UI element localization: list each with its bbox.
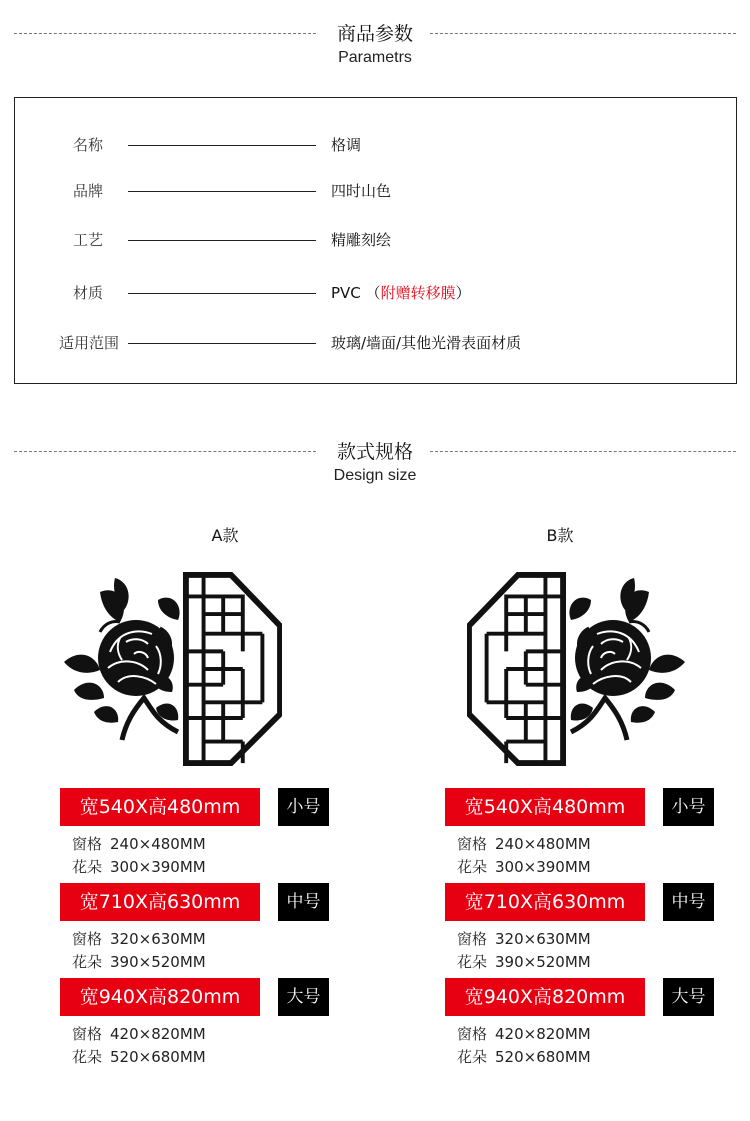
spec-line-flower (457, 951, 591, 973)
param-label: 工艺 (72, 231, 103, 249)
variant-label: A款 (211, 526, 239, 545)
param-rule (128, 145, 316, 146)
param-value: 玻璃/墙面/其他光滑表面材质 (331, 334, 522, 352)
spec-dim: 320×630MM (110, 930, 206, 948)
size-bar: 宽940X高820mm (60, 978, 260, 1016)
spec-line-lattice (457, 928, 591, 950)
spec-line-flower (72, 951, 206, 973)
spec-line-lattice (457, 833, 591, 855)
spec-name: 窗格 (72, 930, 103, 948)
size-option-medium (60, 883, 390, 978)
divider-right (430, 451, 736, 452)
divider-right (430, 33, 736, 34)
param-value: 格调 (331, 136, 362, 154)
param-rule (128, 293, 316, 294)
spec-dim: 320×630MM (495, 930, 591, 948)
params-subtitle: Parametrs (338, 49, 412, 66)
design-subtitle: Design size (333, 467, 417, 484)
size-tag: 小号 (278, 788, 329, 826)
params-title: 商品参数 (336, 23, 413, 45)
size-option-small (60, 788, 390, 883)
spec-name: 窗格 (457, 835, 488, 853)
peony-flower-icon (567, 572, 689, 744)
spec-dim: 300×390MM (110, 858, 206, 876)
params-table (14, 97, 737, 384)
param-value (331, 281, 471, 305)
spec-line-flower (457, 1046, 591, 1068)
spec-line-flower (457, 856, 591, 878)
spec-name: 花朵 (72, 953, 103, 971)
spec-dim: 240×480MM (495, 835, 591, 853)
param-label: 名称 (72, 136, 103, 154)
param-row-scope (15, 331, 736, 355)
param-row-name (15, 133, 736, 157)
params-section-header (0, 22, 750, 82)
spec-name: 窗格 (72, 835, 103, 853)
spec-name: 花朵 (457, 858, 488, 876)
design-section-header (0, 440, 750, 500)
spec-dim: 390×520MM (110, 953, 206, 971)
design-title: 款式规格 (336, 441, 413, 463)
param-row-material (15, 281, 736, 305)
spec-name: 窗格 (72, 1025, 103, 1043)
spec-name: 窗格 (457, 1025, 488, 1043)
spec-line-lattice (457, 1023, 591, 1045)
param-rule (128, 191, 316, 192)
size-option-small (445, 788, 750, 883)
param-label: 适用范围 (58, 334, 119, 352)
paren-open: （ (360, 284, 381, 302)
variant-a (60, 520, 390, 1080)
size-bar: 宽940X高820mm (445, 978, 645, 1016)
size-tag: 大号 (278, 978, 329, 1016)
paren-close: ） (455, 284, 471, 302)
spec-dim: 300×390MM (495, 858, 591, 876)
size-option-large (60, 978, 390, 1073)
param-label: 品牌 (72, 182, 103, 200)
size-option-large (445, 978, 750, 1073)
spec-name: 花朵 (72, 858, 103, 876)
spec-dim: 520×680MM (110, 1048, 206, 1066)
param-value: 四时山色 (331, 182, 392, 200)
spec-line-flower (72, 1046, 206, 1068)
size-tag: 中号 (278, 883, 329, 921)
param-row-craft (15, 228, 736, 252)
size-bar: 宽540X高480mm (445, 788, 645, 826)
param-row-brand (15, 179, 736, 203)
spec-dim: 520×680MM (495, 1048, 591, 1066)
spec-line-flower (72, 856, 206, 878)
size-tag: 中号 (663, 883, 714, 921)
material-value: PVC (331, 284, 361, 302)
spec-name: 花朵 (457, 953, 488, 971)
spec-name: 花朵 (457, 1048, 488, 1066)
size-tag: 大号 (663, 978, 714, 1016)
peony-flower-icon (60, 572, 182, 744)
param-label: 材质 (72, 284, 103, 302)
spec-dim: 240×480MM (110, 835, 206, 853)
size-tag: 小号 (663, 788, 714, 826)
spec-line-lattice (72, 833, 206, 855)
size-bar: 宽710X高630mm (445, 883, 645, 921)
material-note: 附赠转移膜 (380, 284, 456, 302)
spec-name: 窗格 (457, 930, 488, 948)
size-bar: 宽540X高480mm (60, 788, 260, 826)
window-lattice-icon (467, 572, 567, 766)
spec-name: 花朵 (72, 1048, 103, 1066)
spec-dim: 420×820MM (110, 1025, 206, 1043)
size-option-medium (445, 883, 750, 978)
param-rule (128, 343, 316, 344)
spec-line-lattice (72, 928, 206, 950)
variant-label: B款 (546, 526, 574, 545)
size-bar: 宽710X高630mm (60, 883, 260, 921)
window-lattice-icon (182, 572, 282, 766)
variant-b (445, 520, 750, 1080)
spec-line-lattice (72, 1023, 206, 1045)
param-rule (128, 240, 316, 241)
spec-dim: 390×520MM (495, 953, 591, 971)
param-value: 精雕刻绘 (331, 231, 392, 249)
spec-dim: 420×820MM (495, 1025, 591, 1043)
